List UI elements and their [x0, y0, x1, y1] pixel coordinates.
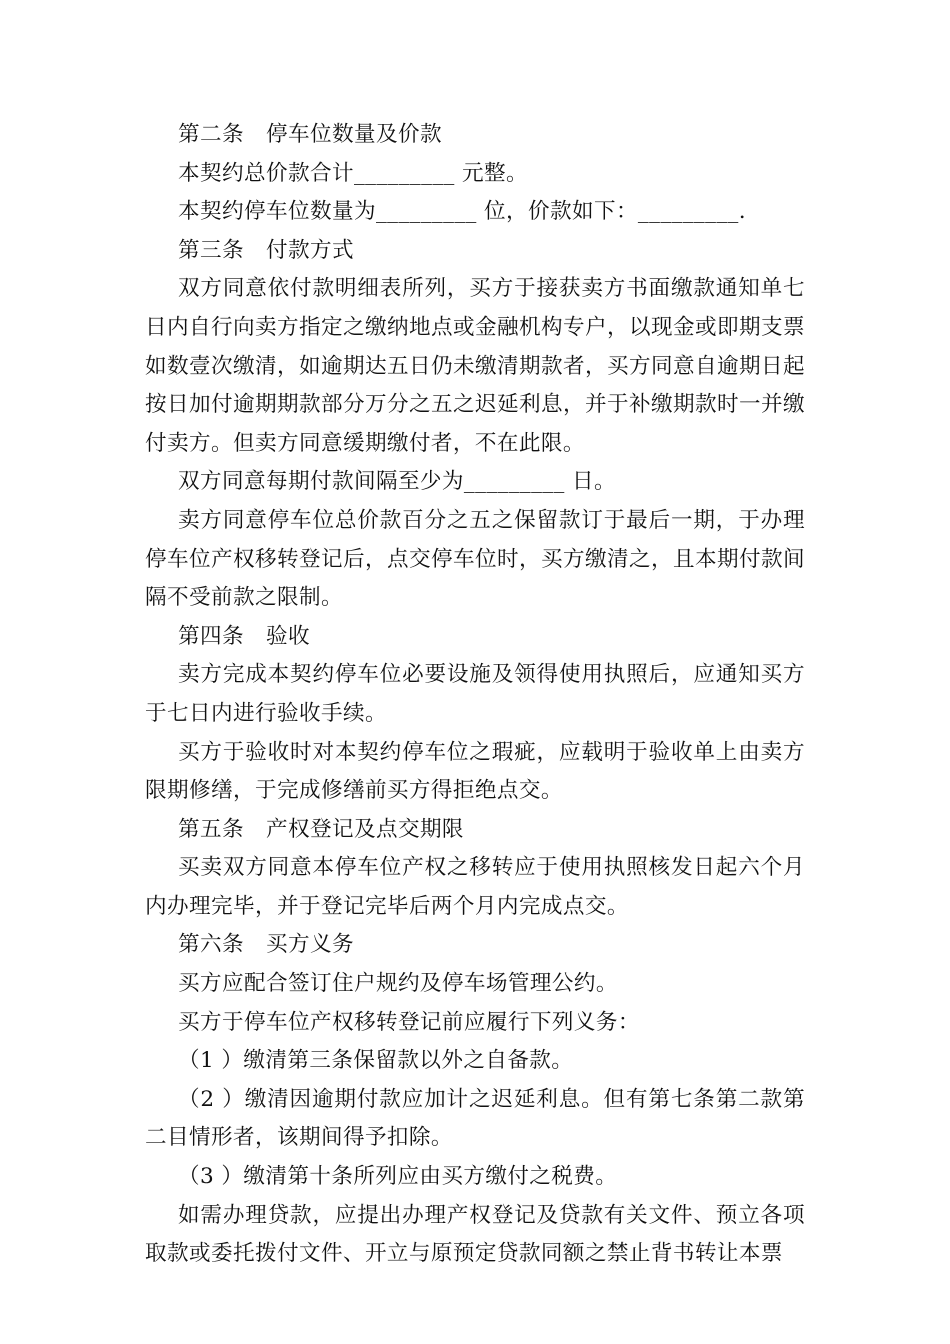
- list-item: （1 ）缴清第三条保留款以外之自备款。: [178, 1048, 574, 1074]
- article-4-heading: [145, 618, 805, 657]
- paragraph: 买卖双方同意本停车位产权之移转应于使用执照核发日起六个月内办理完毕，并于登记完毕后两个月内完成点交。: [145, 855, 805, 919]
- article-title: 停车位数量及价款: [265, 122, 442, 147]
- paragraph: 卖方完成本契约停车位必要设施及领得使用执照后，应通知买方于七日内进行验收手续。: [145, 662, 805, 726]
- article-6-heading: [145, 926, 805, 965]
- paragraph: 本契约总价款合计_________ 元整。: [178, 160, 528, 186]
- article-title: 买方义务: [265, 932, 354, 958]
- list-item: （2 ）缴清因逾期付款应加计之迟延利息。但有第七条第二款第二目情形者，该期间得予扣除。: [145, 1086, 805, 1151]
- paragraph: 双方同意每期付款间隔至少为_________ 日。: [178, 469, 616, 495]
- paragraph: 卖方同意停车位总价款百分之五之保留款订于最后一期，于办理停车位产权移转登记后，点交停车位时，买方缴清之，且本期付款间隔不受前款之限制。: [145, 507, 805, 611]
- article-3-heading: [145, 232, 805, 271]
- article-number: 第五条: [178, 816, 244, 842]
- article-5-heading: [145, 811, 805, 850]
- article-title: 验收: [265, 623, 310, 649]
- paragraph: 买方应配合签订住户规约及停车场管理公约。: [178, 971, 618, 997]
- paragraph: 买方于停车位产权移转登记前应履行下列义务：: [178, 1009, 640, 1035]
- list-item: （3 ）缴清第十条所列应由买方缴付之税费。: [178, 1164, 618, 1190]
- article-2-heading: [145, 116, 805, 155]
- article-title: 产权登记及点交期限: [265, 816, 464, 842]
- article-number: 第三条: [178, 237, 244, 263]
- article-number: 第二条: [178, 122, 244, 147]
- paragraph: 本契约停车位数量为_________ 位，价款如下：_________.: [178, 199, 746, 225]
- document-body: [145, 116, 805, 1274]
- paragraph: 双方同意依付款明细表所列，买方于接获卖方书面缴款通知单七日内自行向卖方指定之缴纳地点或金融机构专户，以现金或即期支票如数壹次缴清，如逾期达五日仍未缴清期款者，买方同意自逾期日起按日加付逾期期款部分万分之五之迟延利息，并于补缴期款时一并缴付卖方。但卖方同意缓期缴付者，不在此限。: [145, 276, 805, 456]
- article-number: 第四条: [178, 623, 244, 649]
- article-title: 付款方式: [265, 237, 354, 263]
- paragraph: 如需办理贷款，应提出办理产权登记及贷款有关文件、预立各项取款或委托拨付文件、开立与原预定贷款同额之禁止背书转让本票: [145, 1202, 805, 1267]
- article-number: 第六条: [178, 932, 244, 958]
- paragraph: 买方于验收时对本契约停车位之瑕疵，应载明于验收单上由卖方限期修缮，于完成修缮前买方得拒绝点交。: [145, 739, 805, 804]
